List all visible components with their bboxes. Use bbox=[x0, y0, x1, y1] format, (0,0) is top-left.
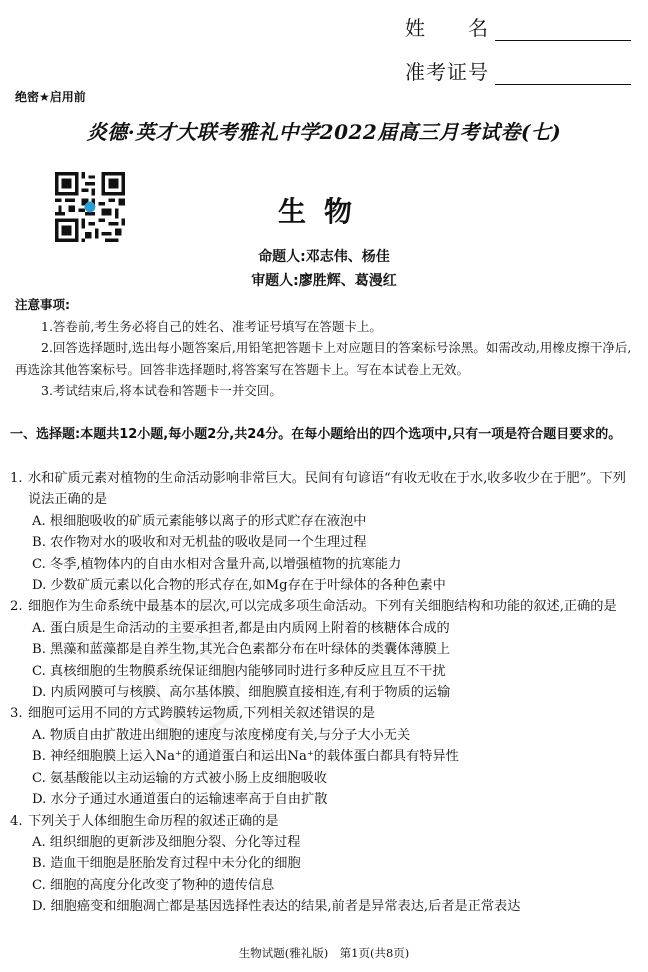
option-item: A. 组织细胞的更新涉及细胞分裂、分化等过程 bbox=[32, 834, 301, 850]
option-item: C. 冬季,植物体内的自由水相对含量升高,以增强植物的抗寒能力 bbox=[32, 556, 402, 572]
option-item: D. 少数矿质元素以化合物的形式存在,如Mg存在于叶绿体的各种色素中 bbox=[32, 578, 446, 594]
name-field-row bbox=[405, 12, 631, 41]
notes-block bbox=[15, 294, 635, 402]
subject-title: 生物 bbox=[277, 195, 370, 228]
option-item: B. 神经细胞膜上运入Na⁺的通道蛋白和运出Na⁺的载体蛋白都具有特异性 bbox=[32, 749, 459, 765]
question-stem: 下列关于人体细胞生命历程的叙述正确的是 bbox=[28, 813, 279, 829]
setter-line: 命题人:邓志伟、杨佳 bbox=[258, 249, 390, 265]
question-item bbox=[10, 596, 635, 617]
question-number: 1. bbox=[10, 471, 23, 486]
secret-mark: 绝密★启用前 bbox=[15, 90, 86, 104]
exam-id-field-row bbox=[405, 56, 631, 85]
section-heading: 一、选择题:本题共12小题,每小题2分,共24分。在每小题给出的四个选项中,只有一项是符合题目要求的。 bbox=[10, 427, 622, 442]
option-item: B. 造血干细胞是胚胎发育过程中未分化的细胞 bbox=[32, 856, 301, 872]
question-item bbox=[10, 468, 635, 511]
question-number: 4. bbox=[10, 813, 23, 829]
option-item: A. 蛋白质是生命活动的主要承担者,都是由内质网上附着的核糖体合成的 bbox=[32, 620, 450, 636]
exam-id-blank-line bbox=[495, 62, 631, 85]
name-label: 姓 名 bbox=[405, 16, 489, 40]
option-item: A. 根细胞吸收的矿质元素能够以离子的形式贮存在液泡中 bbox=[32, 513, 367, 529]
option-item: C. 氨基酸能以主动运输的方式被小肠上皮细胞吸收 bbox=[32, 770, 327, 786]
questions-block bbox=[10, 468, 635, 918]
exam-id-label: 准考证号 bbox=[405, 60, 489, 84]
notes-title: 注意事项: bbox=[15, 297, 70, 312]
notes-item: 1.答卷前,考生务必将自己的姓名、准考证号填写在答题卡上。 bbox=[41, 318, 382, 334]
notes-item: 2.回答选择题时,选出每小题答案后,用铅笔把答题卡上对应题目的答案标号涂黑。如需改动,用橡皮擦干净后,再选涂其他答案标号。回答非选择题时,将答案写在答题卡上。写在本试卷上无效。 bbox=[15, 340, 632, 377]
page-footer: 生物试题(雅礼版) 第1页(共8页) bbox=[238, 946, 410, 960]
option-item: B. 农作物对水的吸收和对无机盐的吸收是同一个生理过程 bbox=[32, 535, 367, 551]
option-item: C. 真核细胞的生物膜系统保证细胞内能够同时进行多种反应且互不干扰 bbox=[32, 663, 446, 679]
option-item: D. 水分子通过水通道蛋白的运输速率高于自由扩散 bbox=[32, 792, 328, 808]
exam-title: 炎德·英才大联考雅礼中学2022届高三月考试卷(七) bbox=[86, 120, 562, 144]
question-stem: 细胞可运用不同的方式跨膜转运物质,下列相关叙述错误的是 bbox=[28, 706, 376, 722]
option-item: D. 内质网膜可与核膜、高尔基体膜、细胞膜直接相连,有利于物质的运输 bbox=[32, 685, 451, 701]
option-item: C. 细胞的高度分化改变了物种的遗传信息 bbox=[32, 877, 275, 893]
question-item bbox=[10, 703, 635, 724]
option-item: A. 物质自由扩散进出细胞的速度与浓度梯度有关,与分子大小无关 bbox=[32, 727, 411, 743]
question-number: 3. bbox=[10, 706, 23, 722]
question-stem: 水和矿质元素对植物的生命活动影响非常巨大。民间有句谚语“有收无收在于水,收多收少在于肥”。下列说法正确的是 bbox=[28, 471, 626, 508]
notes-item: 3.考试结束后,将本试卷和答题卡一并交回。 bbox=[41, 383, 282, 398]
option-item: D. 细胞癌变和细胞凋亡都是基因选择性表达的结果,前者是异常表达,后者是正常表达 bbox=[32, 899, 521, 915]
name-blank-line bbox=[495, 18, 631, 41]
question-number: 2. bbox=[10, 599, 23, 615]
question-stem: 细胞作为生命系统中最基本的层次,可以完成多项生命活动。下列有关细胞结构和功能的叙述,正确的是 bbox=[28, 599, 617, 615]
option-item: B. 黑藻和蓝藻都是自养生物,其光合色素都分布在叶绿体的类囊体薄膜上 bbox=[32, 642, 450, 658]
reviewer-line: 审题人:廖胜辉、葛漫红 bbox=[251, 273, 397, 289]
question-item bbox=[10, 811, 635, 832]
